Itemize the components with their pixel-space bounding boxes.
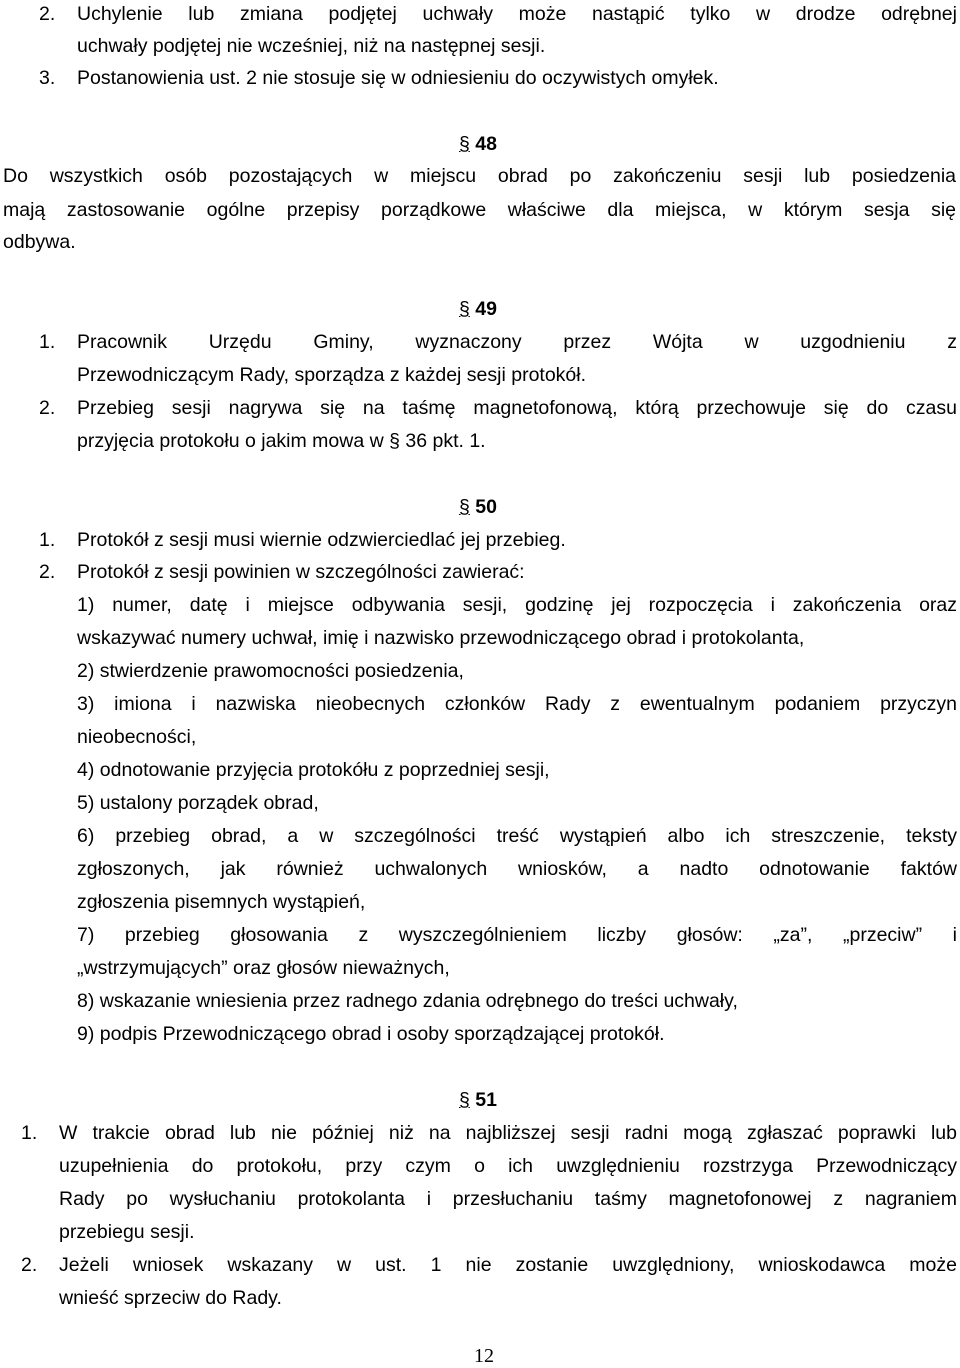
section-symbol: §: [459, 1089, 470, 1111]
paragraph-line: W trakcie obrad lub nie później niż na najbliższej sesji radni mogą zgłaszać poprawki lub: [59, 1122, 957, 1144]
paragraph-line: odbywa.: [3, 231, 76, 253]
paragraph-line: przebiegu sesji.: [59, 1221, 195, 1243]
list-number: 3.: [39, 67, 56, 89]
subitem-line: zgłoszonych, jak również uchwalonych wniosków, a nadto odnotowanie faktów: [77, 858, 957, 880]
subitem-line: nieobecności,: [77, 726, 197, 748]
paragraph-line: Protokół z sesji musi wiernie odzwierciedlać jej przebieg.: [77, 529, 566, 551]
paragraph-line: Jeżeli wniosek wskazany w ust. 1 nie zostanie uwzględniony, wnioskodawca może: [59, 1254, 957, 1276]
subitem-line: 2) stwierdzenie prawomocności posiedzenia,: [77, 660, 464, 682]
subitem-line: wskazywać numery uchwał, imię i nazwisko przewodniczącego obrad i protokolanta,: [77, 627, 805, 649]
paragraph-line: Do wszystkich osób pozostających w miejscu obrad po zakończeniu sesji lub posiedzenia: [3, 165, 956, 187]
paragraph-line: Protokół z sesji powinien w szczególności zawierać:: [77, 561, 525, 583]
paragraph-line: Postanowienia ust. 2 nie stosuje się w odniesieniu do oczywistych omyłek.: [77, 67, 719, 89]
list-number: 2.: [21, 1254, 38, 1276]
subitem-line: zgłoszenia pisemnych wystąpień,: [77, 891, 366, 913]
paragraph-line: przyjęcia protokołu o jakim mowa w § 36 pkt. 1.: [77, 430, 486, 452]
subitem-line: 6) przebieg obrad, a w szczególności treść wystąpień albo ich streszczenie, teksty: [77, 825, 957, 847]
paragraph-line: Rady po wysłuchaniu protokolanta i przesłuchaniu taśmy magnetofonowej z nagraniem: [59, 1188, 957, 1210]
section-symbol: §: [459, 298, 470, 320]
paragraph-line: uzupełnienia do protokołu, przy czym o ich uwzględnieniu rozstrzyga Przewodniczący: [59, 1155, 957, 1177]
paragraph-line: mają zastosowanie ogólne przepisy porządkowe właściwe dla miejsca, w którym sesja się: [3, 199, 956, 221]
list-number: 1.: [21, 1122, 38, 1144]
section-number: 51: [475, 1089, 497, 1111]
paragraph-line: Pracownik Urzędu Gminy, wyznaczony przez Wójta w uzgodnieniu z: [77, 331, 957, 353]
section-symbol: §: [459, 496, 470, 518]
section-heading-49: [459, 297, 497, 321]
paragraph-line: Przebieg sesji nagrywa się na taśmę magnetofonową, którą przechowuje się do czasu: [77, 397, 957, 419]
section-heading-50: [459, 495, 497, 519]
subitem-line: 9) podpis Przewodniczącego obrad i osoby sporządzającej protokół.: [77, 1023, 665, 1045]
paragraph-line: Uchylenie lub zmiana podjętej uchwały może nastąpić tylko w drodze odrębnej: [77, 3, 957, 25]
list-number: 2.: [39, 561, 56, 583]
subitem-line: 8) wskazanie wniesienia przez radnego zdania odrębnego do treści uchwały,: [77, 990, 738, 1012]
section-heading-51: [459, 1088, 497, 1112]
subitem-line: 3) imiona i nazwiska nieobecnych członków Rady z ewentualnym podaniem przyczyn: [77, 693, 957, 715]
subitem-line: 7) przebieg głosowania z wyszczególnieniem liczby głosów: „za”, „przeciw” i: [77, 924, 957, 946]
section-number: 50: [475, 496, 497, 518]
section-number: 49: [475, 298, 497, 320]
subitem-line: 4) odnotowanie przyjęcia protokółu z poprzedniej sesji,: [77, 759, 550, 781]
section-number: 48: [475, 133, 497, 155]
section-symbol: §: [459, 133, 470, 155]
subitem-line: 5) ustalony porządek obrad,: [77, 792, 319, 814]
list-number: 2.: [39, 397, 56, 419]
subitem-line: 1) numer, datę i miejsce odbywania sesji, godzinę jej rozpoczęcia i zakończenia oraz: [77, 594, 957, 616]
paragraph-line: Przewodniczącym Rady, sporządza z każdej sesji protokół.: [77, 364, 587, 386]
page-number: 12: [474, 1345, 494, 1367]
paragraph-line: uchwały podjętej nie wcześniej, niż na następnej sesji.: [77, 35, 546, 57]
section-heading-48: [459, 132, 497, 156]
subitem-line: „wstrzymujących” oraz głosów nieważnych,: [77, 957, 450, 979]
paragraph-line: wnieść sprzeciw do Rady.: [59, 1287, 282, 1309]
list-number: 1.: [39, 529, 56, 551]
list-number: 2.: [39, 3, 56, 25]
list-number: 1.: [39, 331, 56, 353]
